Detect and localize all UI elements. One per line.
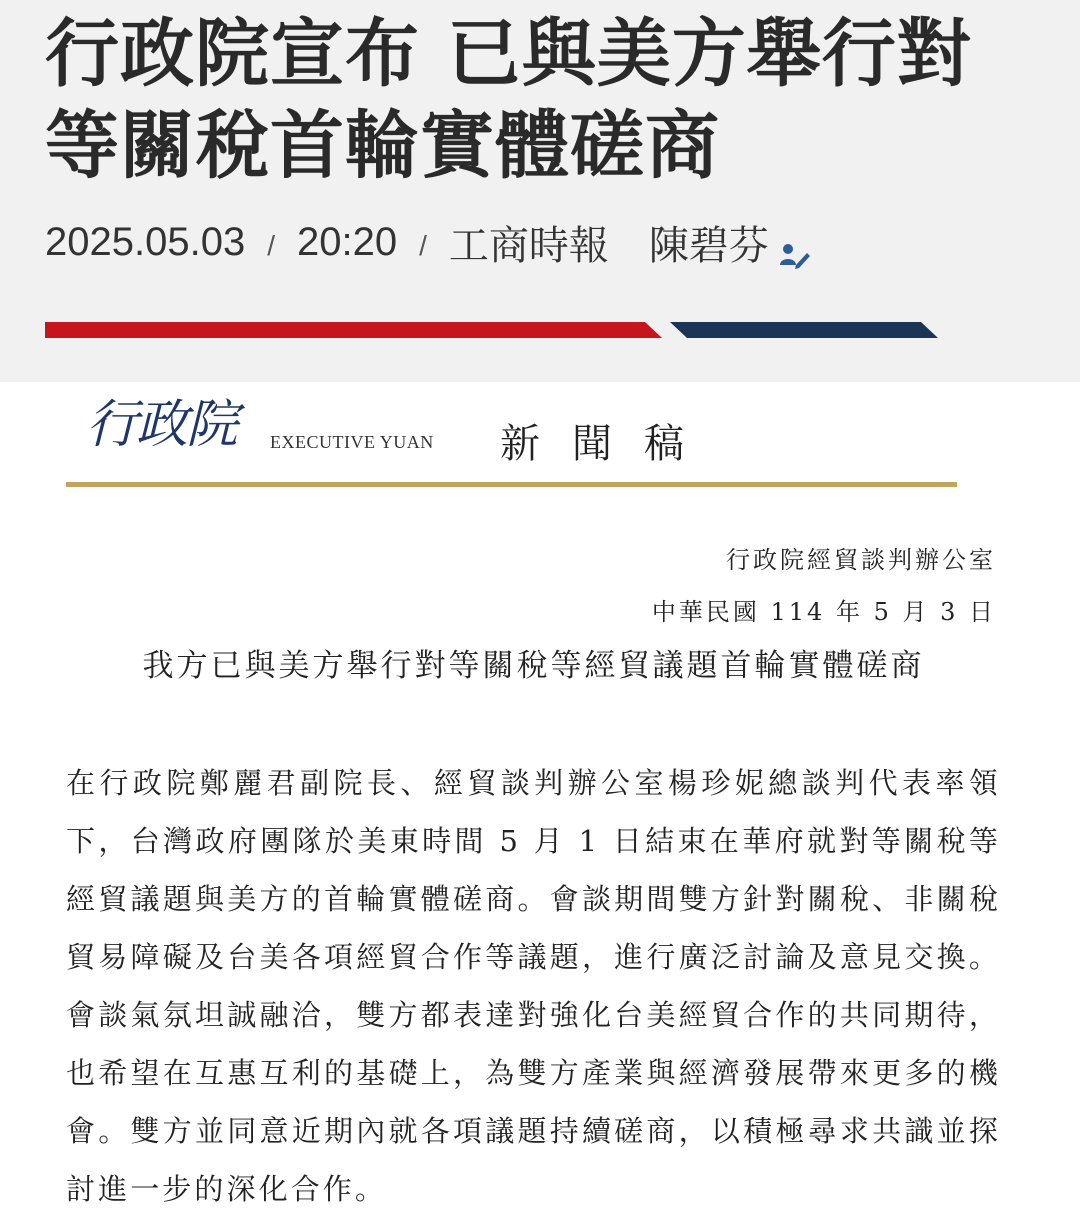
publish-time: 20:20 xyxy=(296,219,398,264)
author-name[interactable]: 陳碧芬 xyxy=(648,223,769,268)
press-release-body: 在行政院鄭麗君副院長、經貿談判辦公室楊珍妮總談判代表率領下，台灣政府團隊於美東時間 5 月 1 日結束在華府就對等關稅等經貿議題與美方的首輪實體磋商。會談期間雙方針對關稅、非關稅貿易障礙及台美各項經貿合作等議題，進行廣泛討論及意見交換。會談氣氛坦誠融洽，雙方都表達對強化台美經貿合作的共同期待，也希望在互惠互利的基礎上，為雙方產業與經濟發展帶來更多的機會。雙方並同意近期內就各項議題持續磋商，以積極尋求共識並探討進一步的深化合作。 xyxy=(66,766,1001,1206)
article-meta xyxy=(45,214,811,270)
gold-divider xyxy=(66,482,957,487)
author-edit-icon[interactable] xyxy=(779,234,811,262)
accent-bar-navy xyxy=(670,322,938,338)
meta-separator: / xyxy=(419,230,427,261)
executive-yuan-english-name: EXECUTIVE YUAN xyxy=(270,432,434,452)
press-release-title: 我方已與美方舉行對等關稅等經貿議題首輪實體磋商 xyxy=(142,648,925,684)
press-release-label: 新聞稿 xyxy=(500,421,716,467)
press-release-document xyxy=(0,382,1080,1214)
article-header xyxy=(0,0,1080,382)
article-headline: 行政院宣布 已與美方舉行對等關稅首輪實體磋商 xyxy=(45,11,972,189)
executive-yuan-logo: 行政院 xyxy=(86,395,237,455)
release-date: 中華民國 114 年 5 月 3 日 xyxy=(651,598,996,626)
publish-date: 2025.05.03 xyxy=(45,219,246,264)
news-source[interactable]: 工商時報 xyxy=(448,223,609,268)
meta-separator: / xyxy=(267,230,275,261)
accent-bar-red xyxy=(45,322,662,338)
issuing-office: 行政院經貿談判辦公室 xyxy=(726,546,996,574)
